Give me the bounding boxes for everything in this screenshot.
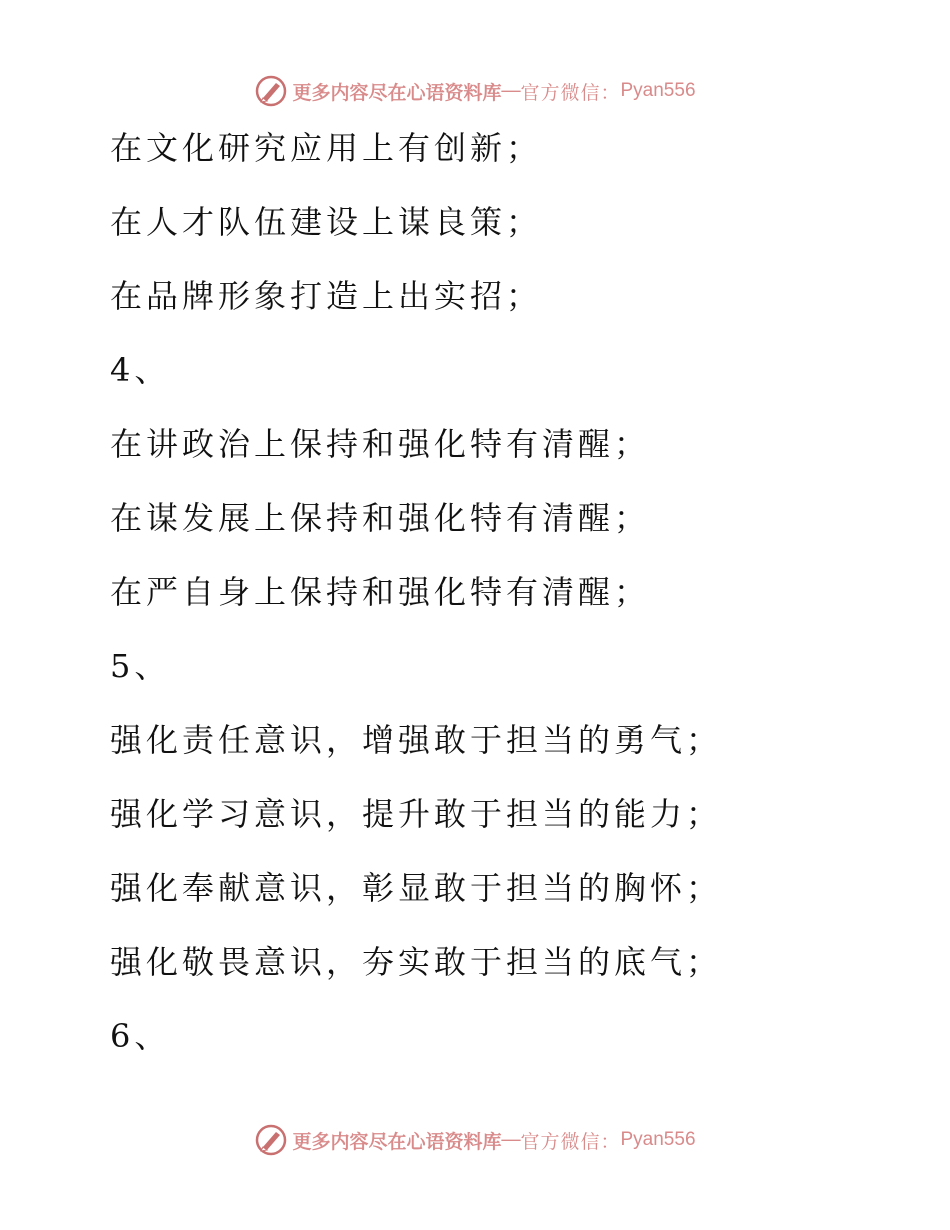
- text-line: 强化责任意识，增强敢于担当的勇气；: [110, 721, 723, 759]
- watermark-separator: —: [501, 80, 521, 101]
- text-line: 在文化研究应用上有创新；: [110, 129, 543, 167]
- watermark-wechat-id: Pyan556: [620, 80, 696, 101]
- watermark-wechat-id: Pyan556: [620, 1129, 696, 1150]
- text-line: 强化奉献意识，彰显敢于担当的胸怀；: [110, 869, 723, 907]
- watermark-wechat-label: 官方微信：: [520, 82, 621, 104]
- text-line: 强化学习意识，提升敢于担当的能力；: [110, 795, 723, 833]
- section-number: 4、: [110, 351, 171, 389]
- watermark-wechat-label: 官方微信：: [520, 1131, 621, 1153]
- text-line: 在严自身上保持和强化特有清醒；: [110, 573, 651, 611]
- section-number: 5、: [110, 647, 171, 685]
- watermark-header: [0, 71, 950, 111]
- watermark-brand-text: 更多内容尽在心语资料库: [292, 82, 502, 104]
- document-body: [110, 122, 890, 1084]
- text-line: 在讲政治上保持和强化特有清醒；: [110, 425, 651, 463]
- watermark-brand-text: 更多内容尽在心语资料库: [292, 1131, 502, 1153]
- text-line: 在品牌形象打造上出实招；: [110, 277, 543, 315]
- pen-logo-icon: [254, 1123, 288, 1157]
- watermark-footer: [0, 1120, 950, 1160]
- text-line: 在人才队伍建设上谋良策；: [110, 203, 543, 241]
- section-number: 6、: [110, 1017, 171, 1055]
- watermark-separator: —: [501, 1129, 521, 1150]
- pen-logo-icon: [254, 74, 288, 108]
- text-line: 强化敬畏意识，夯实敢于担当的底气；: [110, 943, 723, 981]
- text-line: 在谋发展上保持和强化特有清醒；: [110, 499, 651, 537]
